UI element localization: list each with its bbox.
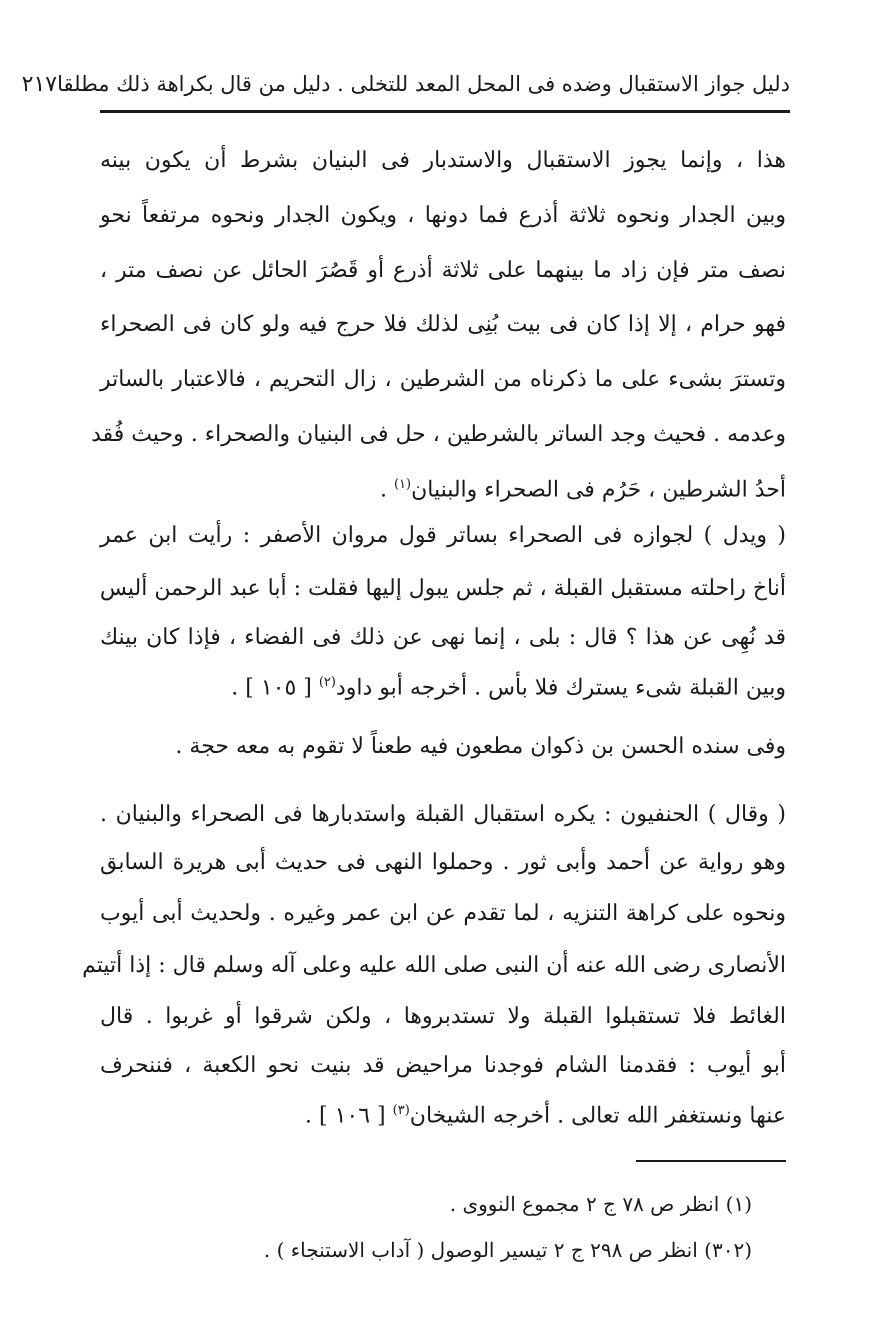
text-line: ( ويدل ) لجوازه فى الصحراء بساتر قول مروان الأصفر : رأيت ابن عمر — [100, 523, 786, 548]
text-line: وبين الجدار ونحوه ثلاثة أذرع فما دونها ، ويكون الجدار ونحوه مرتفعاً نحو — [100, 203, 786, 228]
text-line: أناخ راحلته مستقبل القبلة ، ثم جلس يبول إليها فقلت : أبا عبد الرحمن أليس — [99, 576, 786, 601]
footnote-ref: (٢) — [318, 675, 336, 690]
footnote: (٣٠٢) انظر ص ٢٩٨ ج ٢ تيسير الوصول ( آداب الاستنجاء ) . — [263, 1238, 752, 1262]
text-line: هذا ، وإنما يجوز الاستقبال والاستدبار فى البنيان بشرط أن يكون بينه — [100, 148, 786, 173]
footnote-ref: (٣) — [392, 1103, 410, 1118]
text-line: فهو حرام ، إلا إذا كان فى بيت بُنِى لذلك فلا حرج فيه ولو كان فى الصحراء — [100, 312, 786, 337]
text-line: الأنصارى رضى الله عنه أن النبى صلى الله عليه وعلى آله وسلم قال : إذا أتيتم — [82, 953, 786, 978]
text-line: الغائط فلا تستقبلوا القبلة ولا تستدبروها ، ولكن شرقوا أو غربوا . قال — [100, 1004, 786, 1029]
text-line: أبو أيوب : فقدمنا الشام فوجدنا مراحيض قد بنيت نحو الكعبة ، فننحرف — [100, 1053, 786, 1078]
page-number: ٢١٧ — [21, 71, 58, 97]
text-line: عنها ونستغفر الله تعالى . أخرجه الشيخان$^{(٣)}$ [ ١٠٦ ] . — [305, 1103, 786, 1129]
running-header — [21, 62, 790, 106]
text-line: وبين القبلة شىء يسترك فلا بأس . أخرجه أبو داود$^{(٢)}$ [ ١٠٥ ] . — [231, 675, 786, 701]
footnote-rule — [636, 1160, 786, 1162]
text-line: وفى سنده الحسن بن ذكوان مطعون فيه طعناً لا تقوم به معه حجة . — [175, 734, 786, 759]
header-rule — [100, 110, 790, 113]
text-line: وتسترَ بشىء على ما ذكرناه من الشرطين ، زال التحريم ، فالاعتبار بالساتر — [100, 367, 786, 392]
text-line: ( وقال ) الحنفيون : يكره استقبال القبلة واستدبارها فى الصحراء والبنيان . — [100, 802, 786, 827]
hadith-number: [ ١٠٦ ] . — [305, 1103, 386, 1129]
text-line: نصف متر فإن زاد ما بينهما على ثلاثة أذرع أو قَصُرَ الحائل عن نصف متر ، — [100, 258, 786, 283]
text-line: قد نُهِى عن هذا ؟ قال : بلى ، إنما نهى عن ذلك فى الفضاء ، فإذا كان بينك — [100, 625, 786, 650]
text-line: ونحوه على كراهة التنزيه ، لما تقدم عن ابن عمر وغيره . ولحديث أبى أيوب — [100, 901, 786, 926]
footnote-ref: (١) — [393, 477, 412, 492]
text-line: أحدُ الشرطين ، حَرُم فى الصحراء والبنيان$^{(١)}$ . — [379, 477, 786, 503]
text-line: وهو رواية عن أحمد وأبى ثور . وحملوا النهى فى حديث أبى هريرة السابق — [100, 850, 786, 875]
header-title: دليل جواز الاستقبال وضده فى المحل المعد للتخلى . دليل من قال بكراهة ذلك مطلقا — [57, 72, 790, 96]
text-line: وعدمه . فحيث وجد الساتر بالشرطين ، حل فى البنيان والصحراء . وحيث فُقد — [91, 422, 786, 447]
footnote: (١) انظر ص ٧٨ ج ٢ مجموع النووى . — [449, 1192, 752, 1216]
hadith-number: [ ١٠٥ ] . — [231, 675, 312, 701]
